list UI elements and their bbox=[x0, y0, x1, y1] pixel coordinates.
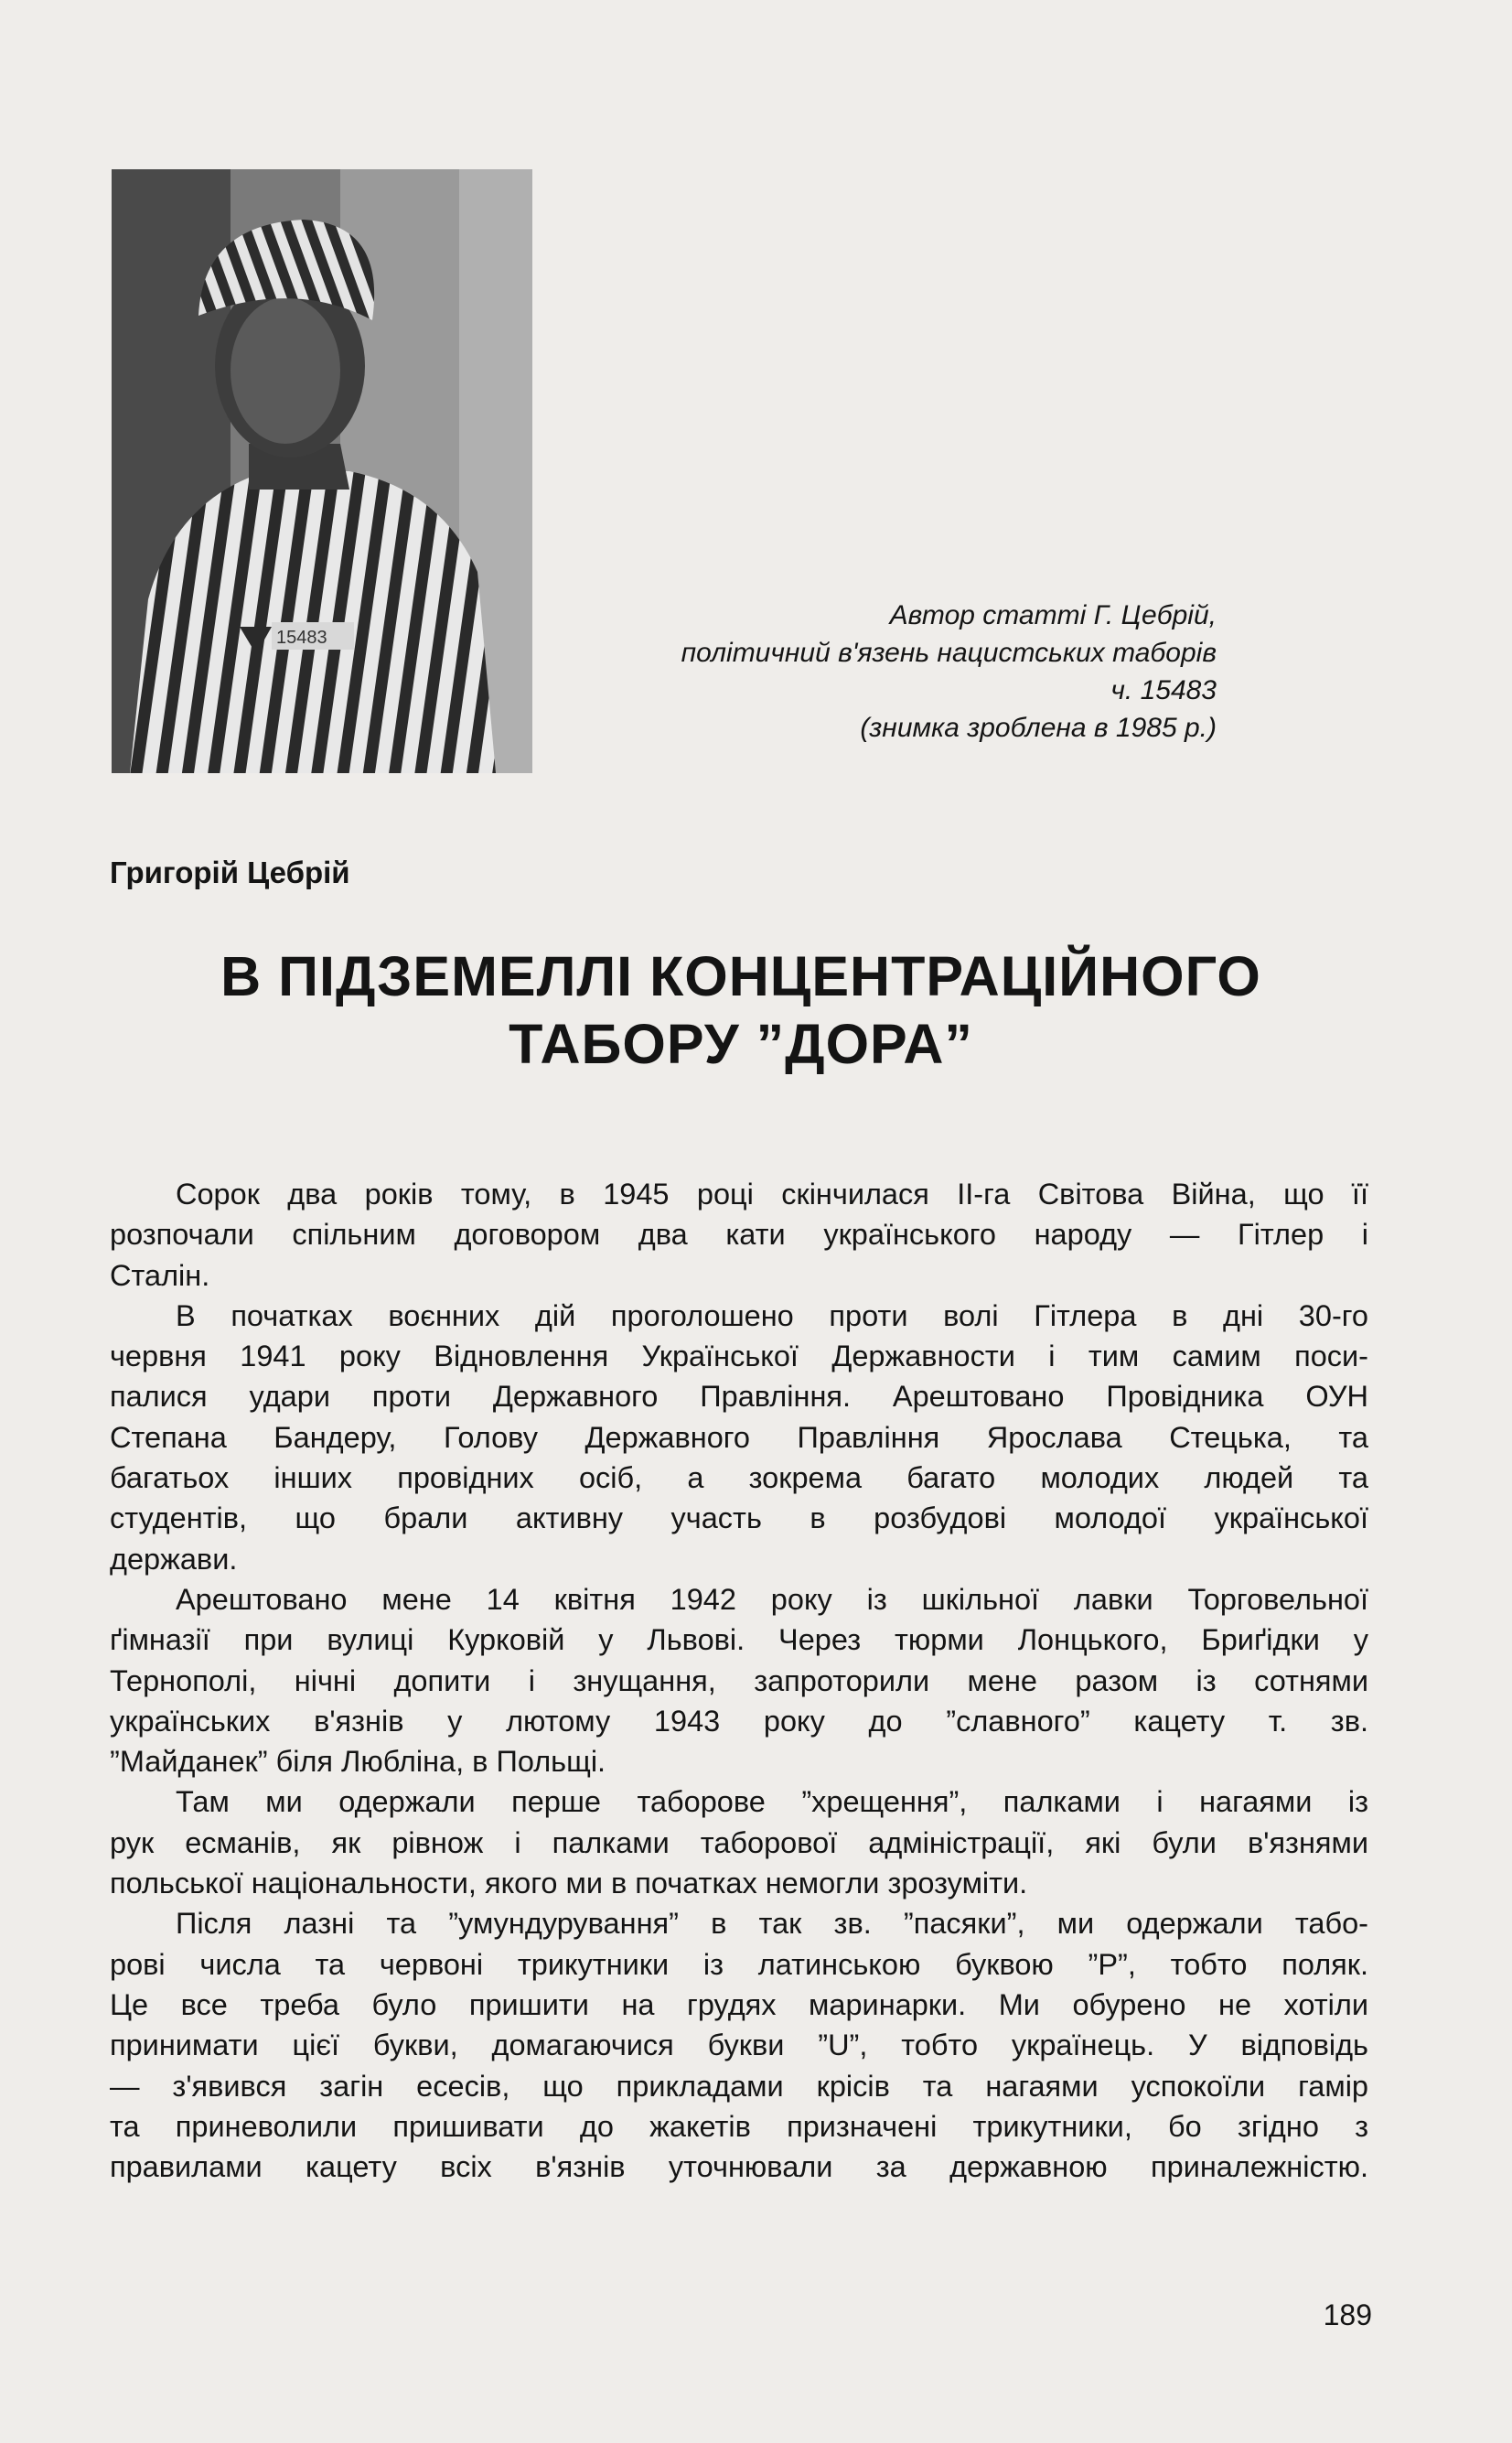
paragraph-line: українських в'язнів у лютому 1943 року до ”славного” кацету т. зв. bbox=[110, 1704, 1368, 1738]
photo-caption bbox=[512, 597, 1217, 747]
caption-line: політичний в'язень нацистських таборів bbox=[681, 638, 1217, 668]
paragraph-line: ”Майданек” біля Любліна, в Польщі. bbox=[110, 1745, 606, 1779]
paragraph bbox=[110, 1296, 1368, 1579]
caption-line: Автор статті Г. Цебрій, bbox=[889, 600, 1217, 630]
page-number: 189 bbox=[1323, 2298, 1372, 2331]
paragraph-line: польської національности, якого ми в початках немогли зрозуміти. bbox=[110, 1867, 1028, 1900]
paragraph-line: — з'явився загін есесів, що прикладами крісів та нагаями успокоїли гамір bbox=[110, 2069, 1368, 2103]
photo-graphic bbox=[112, 169, 532, 773]
paragraph-line: Сталін. bbox=[110, 1258, 210, 1292]
paragraph-line: Це все треба було пришити на грудях маринарки. Ми обурено не хотіли bbox=[110, 1987, 1368, 2021]
paragraph-line: В початках воєнних дій проголошено проти волі Гітлера в дні 30-го bbox=[176, 1298, 1368, 1332]
article-author: Григорій Цебрій bbox=[110, 856, 350, 889]
paragraph-line: рові числа та червоні трикутники із латинською буквою ”Р”, тобто поляк. bbox=[110, 1947, 1368, 1981]
paragraph-line: Сорок два років тому, в 1945 році скінчилася ІІ-га Світова Війна, що її bbox=[176, 1178, 1368, 1211]
paragraph-line: багатьох інших провідних осіб, а зокрема багато молодих людей та bbox=[110, 1461, 1368, 1495]
paragraph bbox=[110, 1579, 1368, 1781]
title-line: ТАБОРУ ”ДОРА” bbox=[509, 1013, 973, 1075]
paragraph-line: червня 1941 року Відновлення Української Державности і тим самим поси- bbox=[110, 1340, 1368, 1373]
paragraph bbox=[110, 1174, 1368, 1296]
prisoner-number-patch: 15483 bbox=[276, 628, 327, 648]
caption-line: (знимка зроблена в 1985 р.) bbox=[860, 713, 1217, 743]
paragraph-line: та приневолили пришивати до жакетів призначені трикутники, бо згідно з bbox=[110, 2109, 1368, 2143]
paragraph-line: Там ми одержали перше таборове ”хрещення”, палками і нагаями із bbox=[176, 1785, 1368, 1819]
paragraph-line: Степана Бандеру, Голову Державного Правління Ярослава Стецька, та bbox=[110, 1420, 1368, 1454]
paragraph-line: ґімназії при вулиці Курковій у Львові. Через тюрми Лонцького, Бриґідки у bbox=[110, 1623, 1368, 1657]
paragraph-line: рук есманів, як рівнож і палками таборової адміністрації, які були в'язнями bbox=[110, 1825, 1368, 1859]
caption-line: ч. 15483 bbox=[1110, 675, 1217, 705]
paragraph-line: Тернополі, нічні допити і знущання, запроторили мене разом із сотнями bbox=[110, 1663, 1368, 1697]
paragraph bbox=[110, 1903, 1368, 2187]
paragraph-line: принимати цієї букви, домагаючися букви ”U”, тобто українець. У відповідь bbox=[110, 2029, 1368, 2062]
article-title bbox=[110, 942, 1372, 1078]
paragraph-line: Після лазні та ”умундурування” в так зв. ”пасяки”, ми одержали табо- bbox=[176, 1907, 1368, 1941]
paragraph-line: студентів, що брали активну участь в розбудові молодої української bbox=[110, 1501, 1368, 1535]
paragraph-line: Арештовано мене 14 квітня 1942 року із шкільної лавки Торговельної bbox=[176, 1582, 1368, 1616]
paragraph-line: правилами кацету всіх в'язнів уточнювали за державною приналежністю. bbox=[110, 2150, 1368, 2184]
paragraph bbox=[110, 1781, 1368, 1903]
author-photograph bbox=[112, 169, 532, 773]
paragraph-line: розпочали спільним договором два кати українського народу — Гітлер і bbox=[110, 1218, 1368, 1252]
article-body bbox=[110, 1174, 1368, 2187]
title-line: В ПІДЗЕМЕЛЛІ КОНЦЕНТРАЦІЙНОГО bbox=[220, 945, 1261, 1007]
paragraph-line: палися удари проти Державного Правління. Арештовано Провідника ОУН bbox=[110, 1380, 1368, 1414]
paragraph-line: держави. bbox=[110, 1542, 238, 1576]
